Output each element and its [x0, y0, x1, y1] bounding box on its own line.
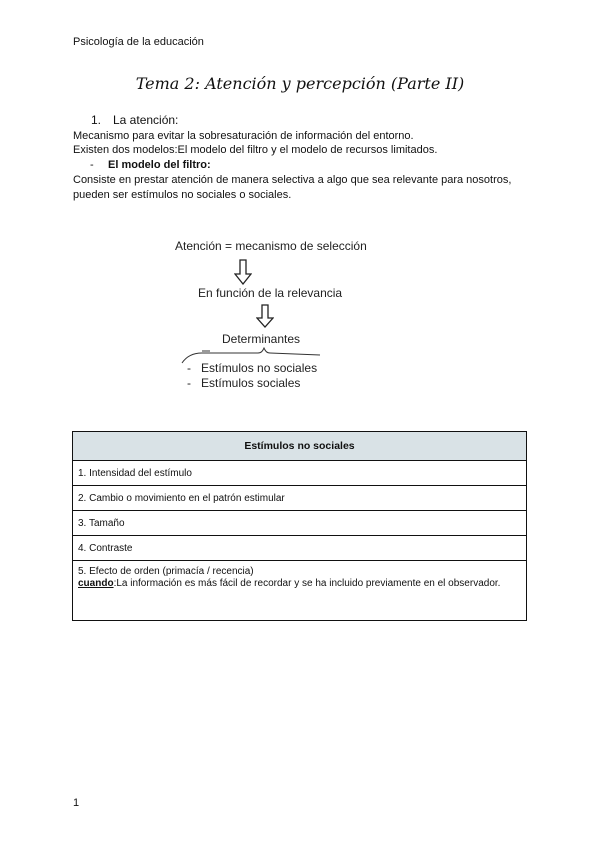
- diagram-line-2: En función de la relevancia: [198, 286, 343, 300]
- filter-desc-line-1: Consiste en prestar atención de manera selectiva a algo que sea relevante para nosotros,: [73, 174, 512, 186]
- table-row: [73, 461, 527, 486]
- down-arrow-icon: [234, 259, 252, 285]
- filter-model-heading: El modelo del filtro:: [108, 159, 211, 171]
- table-header: Estímulos no sociales: [73, 432, 527, 461]
- diagram-item-1: [187, 361, 317, 375]
- page-number: 1: [73, 797, 80, 809]
- diagram-item-text: Estímulos sociales: [201, 376, 301, 390]
- table-row: [73, 536, 527, 561]
- diagram-line-1: Atención = mecanismo de selección: [175, 239, 367, 253]
- table-row: [73, 511, 527, 536]
- order-effect-title: 5. Efecto de orden (primacía / recencia): [78, 566, 254, 577]
- page-header: Psicología de la educación: [73, 36, 204, 48]
- section-heading: [91, 113, 178, 127]
- table-cell: 1. Intensidad del estímulo: [73, 461, 527, 486]
- non-social-stimuli-table: [72, 431, 527, 621]
- section-heading-text: La atención:: [113, 113, 179, 127]
- order-effect-keyword: cuando: [78, 578, 114, 589]
- table-row: [73, 561, 527, 621]
- table-row: [73, 486, 527, 511]
- diagram-item-dash: -: [187, 376, 191, 390]
- diagram-item-text: Estímulos no sociales: [201, 361, 318, 375]
- section-line-2: Existen dos modelos:El modelo del filtro y el modelo de recursos limitados.: [73, 144, 438, 156]
- down-arrow-icon: [256, 304, 274, 328]
- bullet-dash: -: [90, 159, 94, 171]
- table-cell: 2. Cambio o movimiento en el patrón estimular: [73, 486, 527, 511]
- order-effect-text: :La información es más fácil de recordar y se ha incluido previamente en el observador.: [113, 578, 501, 589]
- page-title: Tema 2: Atención y percepción (Parte II): [135, 74, 465, 93]
- diagram-item-2: [187, 376, 300, 390]
- diagram-line-3: Determinantes: [222, 332, 301, 346]
- filter-model-bullet: [90, 159, 211, 171]
- table-cell-order-effect: [73, 561, 527, 621]
- table-cell: 4. Contraste: [73, 536, 527, 561]
- diagram-item-dash: -: [187, 361, 191, 375]
- filter-desc-line-2: pueden ser estímulos no sociales o sociales.: [73, 189, 292, 201]
- section-line-1: Mecanismo para evitar la sobresaturación de información del entorno.: [73, 130, 414, 142]
- section-number: 1.: [91, 113, 102, 127]
- table-cell: 3. Tamaño: [73, 511, 527, 536]
- order-effect-desc: [78, 578, 521, 590]
